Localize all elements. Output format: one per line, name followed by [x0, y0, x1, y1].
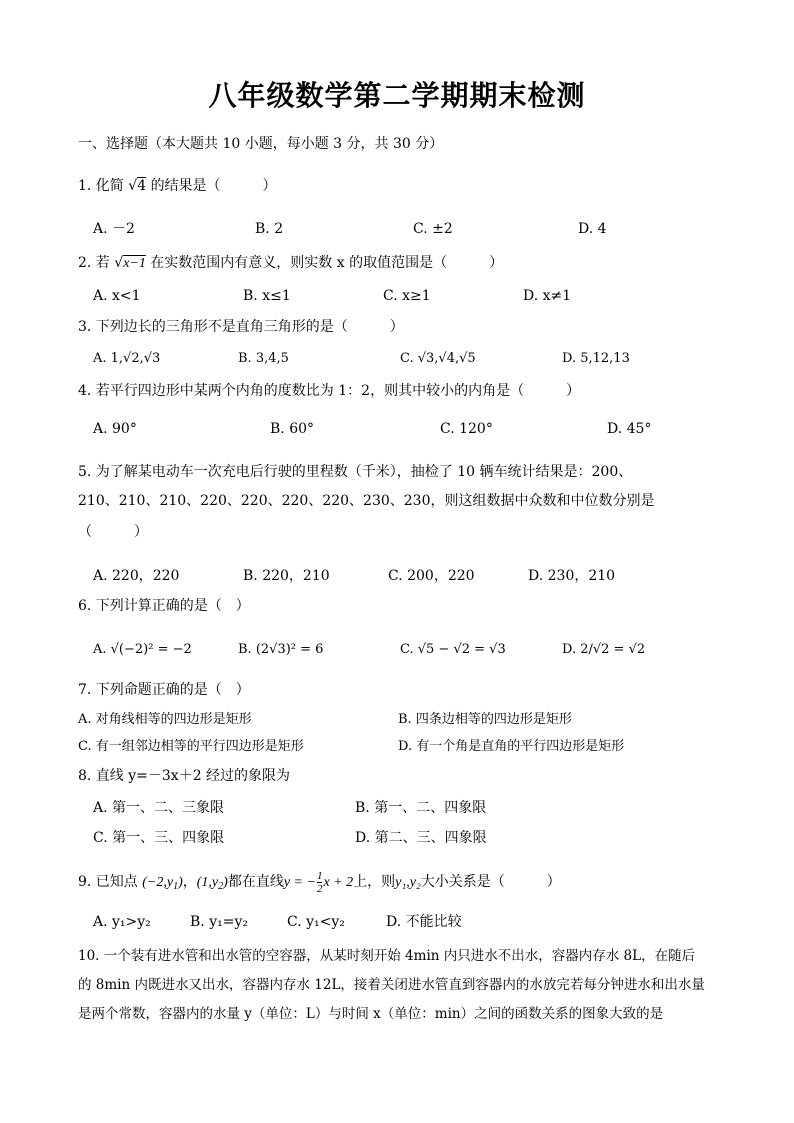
q9-frac-den: 2	[316, 883, 323, 896]
q5-option-d: D. 230，210	[528, 568, 616, 584]
q1-option-b: B. 2	[255, 221, 284, 237]
question-5-line-1: 5. 为了解某电动车一次充电后行驶的里程数（千米），抽检了 10 辆车统计结果是：200、	[78, 464, 633, 480]
q3-option-b: B. 3,4,5	[238, 351, 289, 366]
q8-option-a: A. 第一、二、三象限	[93, 800, 225, 816]
question-5-line-3: （ ）	[78, 524, 148, 540]
q2-option-b: B. x≤1	[243, 288, 291, 304]
q1-root: 4	[137, 178, 147, 194]
question-4-stem: 4. 若平行四边形中某两个内角的度数比为 1：2，则其中较小的内角是（ ）	[78, 383, 581, 399]
q9-point-2	[197, 875, 228, 890]
q9-p2-end: )	[223, 875, 228, 890]
q1-option-a: A. －2	[93, 221, 135, 237]
q2-stem-b: 在实数范围内有意义，则实数 x 的取值范围是（ ）	[150, 255, 504, 271]
question-6-stem: 6. 下列计算正确的是（ ）	[78, 598, 250, 614]
q3-option-d: D. 5,12,13	[562, 351, 630, 366]
q9-p1-sub: 1	[173, 881, 179, 892]
q9-option-b: B. y₁=y₂	[190, 914, 248, 930]
q9-y1y2: y₁,y₂	[395, 875, 421, 890]
q1-option-c: C. ±2	[413, 221, 453, 237]
q9-line-a: y = −	[283, 875, 316, 890]
question-10-line-2: 的 8min 内既进水又出水，容器内存水 12L，接着关闭进水管直到容器内的水放完若每分钟进水和出水量	[78, 977, 705, 993]
q4-option-a: A. 90°	[93, 421, 137, 437]
q8-option-b: B. 第一、二、四象限	[355, 800, 487, 816]
q9-p1-end: )	[178, 875, 183, 890]
q9-point-1	[142, 875, 183, 890]
q2-stem-a: 2. 若	[78, 255, 110, 271]
q9-mid: 都在直线	[227, 874, 284, 890]
q6-option-c: C. √5 − √2 = √3	[400, 642, 506, 657]
q7-option-c: C. 有一组邻边相等的平行四边形是矩形	[78, 739, 304, 754]
question-10-line-1: 10. 一个装有进水管和出水管的空容器，从某时刻开始 4min 内只进水不出水，容器内存水 8L，在随后	[78, 948, 696, 964]
q9-stem-c: 大小关系是（ ）	[420, 874, 561, 890]
sqrt-icon: √	[114, 255, 124, 271]
q1-option-d: D. 4	[578, 221, 607, 237]
q9-p2: (1,y	[196, 875, 219, 890]
question-3-stem: 3. 下列边长的三角形不是直角三角形的是（ ）	[78, 319, 404, 335]
question-5-line-2: 210、210、210、220、220、220、220、230、230，则这组数据中众数和中位数分别是	[78, 493, 655, 509]
q9-fraction	[317, 870, 323, 895]
q7-option-a: A. 对角线相等的四边形是矩形	[78, 712, 252, 727]
q9-option-a: A. y₁>y₂	[93, 914, 151, 930]
q5-option-a: A. 220，220	[93, 568, 180, 584]
question-10-line-3: 是两个常数，容器内的水量 y（单位：L）与时间 x（单位：min）之间的函数关系的图象大致的是	[78, 1006, 664, 1022]
q1-stem-a: 1. 化简	[78, 178, 124, 194]
q6-option-b: B. (2√3)² = 6	[238, 642, 324, 657]
q4-option-c: C. 120°	[440, 421, 493, 437]
q9-option-d: D. 不能比较	[386, 914, 462, 930]
q9-line-equation	[283, 870, 354, 896]
q9-sep: ，	[182, 874, 197, 890]
page-title: 八年级数学第二学期期末检测	[208, 79, 586, 112]
question-7-stem: 7. 下列命题正确的是（ ）	[78, 682, 250, 698]
q9-line-b: x + 2	[323, 875, 354, 890]
q6-option-d: D. 2/√2 = √2	[562, 642, 646, 657]
question-2-stem	[78, 254, 503, 273]
q4-option-d: D. 45°	[607, 421, 652, 437]
q9-stem-a: 9. 已知点	[78, 874, 138, 890]
q9-p1: (−2,y	[142, 875, 174, 890]
q9-stem-b: 上，则	[353, 874, 396, 890]
q7-option-d: D. 有一个角是直角的平行四边形是矩形	[398, 739, 625, 754]
q8-option-c: C. 第一、三、四象限	[93, 830, 225, 846]
section-heading: 一、选择题（本大题共 10 小题，每小题 3 分，共 30 分）	[78, 136, 444, 152]
q9-p2-sub: 2	[218, 881, 224, 892]
q9-frac-num: 1	[316, 870, 323, 883]
q3-option-a: A. 1,√2,√3	[93, 351, 161, 366]
question-1-stem	[78, 177, 277, 195]
q3-option-c: C. √3,√4,√5	[400, 351, 476, 366]
q5-option-b: B. 220，210	[243, 568, 330, 584]
q2-option-a: A. x<1	[93, 288, 141, 304]
question-9-stem	[78, 869, 561, 900]
q7-option-b: B. 四条边相等的四边形是矩形	[398, 712, 572, 727]
q5-option-c: C. 200，220	[388, 568, 475, 584]
sqrt-icon: √	[128, 178, 138, 194]
q6-option-a: A. √(−2)² = −2	[93, 642, 192, 657]
q9-option-c: C. y₁<y₂	[287, 914, 345, 930]
q4-option-b: B. 60°	[270, 421, 315, 437]
question-8-stem: 8. 直线 y=－3x＋2 经过的象限为	[78, 768, 291, 784]
q8-option-d: D. 第二、三、四象限	[355, 830, 487, 846]
q2-option-c: C. x≥1	[383, 288, 431, 304]
q2-option-d: D. x≠1	[523, 288, 572, 304]
q1-stem-b: 的结果是（ ）	[150, 178, 277, 194]
q2-root: x−1	[123, 256, 146, 271]
